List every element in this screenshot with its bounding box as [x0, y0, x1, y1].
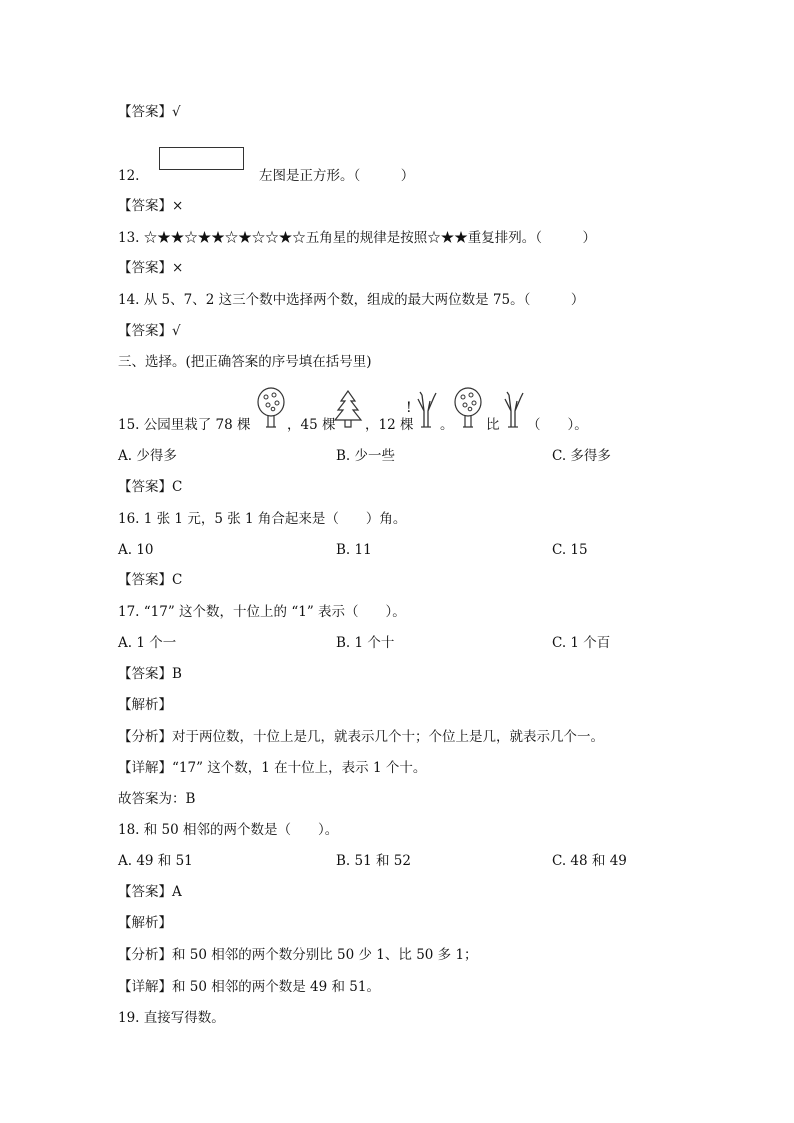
- q17-option-b: B. 1 个十: [336, 635, 395, 651]
- answer-label: 【答案】: [118, 260, 172, 276]
- answer-value: B: [172, 666, 182, 682]
- q17-conclusion: 故答案为：B: [118, 791, 196, 807]
- answer-label: 【答案】: [118, 323, 172, 339]
- answer-value: C: [172, 572, 183, 588]
- q14-text: 14. 从 5、7、2 这三个数中选择两个数，组成的最大两位数是 75。（ ）: [118, 292, 585, 308]
- answer-label: 【答案】: [118, 666, 172, 682]
- rectangle-figure: [159, 147, 244, 170]
- q15-part2: ，45 棵: [287, 417, 336, 433]
- q16-option-b: B. 11: [336, 542, 372, 558]
- q17-detail: 【详解】“17” 这个数，1 在十位上，表示 1 个十。: [118, 760, 427, 776]
- answer-label: 【答案】: [118, 479, 172, 495]
- q18-text: 18. 和 50 相邻的两个数是（ ）。: [118, 822, 339, 838]
- answer-label: 【答案】: [118, 104, 172, 120]
- q15-part6: （ ）。: [527, 417, 588, 433]
- answer-label: 【答案】: [118, 572, 172, 588]
- q15-part3: ，12 棵: [365, 417, 414, 433]
- q16-answer: [118, 570, 182, 590]
- q17-text: 17. “17” 这个数，十位上的 “1” 表示（ ）。: [118, 604, 406, 620]
- q12-answer: [118, 196, 183, 216]
- q18-option-a: A. 49 和 51: [118, 853, 193, 869]
- answer-value: √: [172, 104, 181, 120]
- q15-answer: [118, 477, 182, 497]
- answer-value: C: [172, 479, 183, 495]
- q18-analysis-title: 【解析】: [118, 915, 172, 931]
- q17-analysis: 【分析】对于两位数，十位上是几，就表示几个十；个位上是几，就表示几个一。: [118, 729, 604, 745]
- q13-text: 13. ☆★★☆★★☆★☆☆★☆五角星的规律是按照☆★★重复排列。（ ）: [118, 230, 597, 246]
- q15-mark: !: [406, 400, 412, 416]
- q15-part5: 比: [486, 417, 500, 433]
- pine-tree-icon: [331, 389, 365, 429]
- q18-option-c: C. 48 和 49: [552, 853, 627, 869]
- q15-option-b: B. 少一些: [336, 448, 396, 464]
- q12-number: 12.: [118, 168, 140, 184]
- apple-tree-icon: [255, 387, 287, 429]
- answer-value: √: [172, 323, 181, 339]
- q19-text: 19. 直接写得数。: [118, 1010, 225, 1026]
- q15-part4: 。: [440, 417, 454, 433]
- section-title: 三、选择。(把正确答案的序号填在括号里): [118, 354, 372, 370]
- q17-analysis-title: 【解析】: [118, 697, 172, 713]
- q15-option-c: C. 多得多: [552, 448, 611, 464]
- q18-detail: 【详解】和 50 相邻的两个数是 49 和 51。: [118, 979, 380, 995]
- q13-answer: [118, 258, 183, 278]
- answer-label: 【答案】: [118, 884, 172, 900]
- q14-answer: [118, 321, 181, 341]
- q17-option-a: A. 1 个一: [118, 635, 177, 651]
- q15-part1: 15. 公园里栽了 78 棵: [118, 417, 251, 433]
- q16-option-a: A. 10: [118, 542, 154, 558]
- answer-label: 【答案】: [118, 198, 172, 214]
- answer-value: A: [172, 884, 182, 900]
- q15-option-a: A. 少得多: [118, 448, 177, 464]
- q12-text: 左图是正方形。（ ）: [259, 168, 415, 184]
- q18-option-b: B. 51 和 52: [336, 853, 411, 869]
- bare-tree-icon: [413, 391, 439, 429]
- q17-option-c: C. 1 个百: [552, 635, 611, 651]
- bare-tree-icon: [500, 391, 526, 429]
- q17-answer: [118, 664, 182, 684]
- answer-value: ×: [172, 198, 184, 214]
- answer-value: ×: [172, 260, 184, 276]
- q18-analysis: 【分析】和 50 相邻的两个数分别比 50 少 1、比 50 多 1；: [118, 947, 478, 963]
- apple-tree-icon: [452, 387, 484, 429]
- q16-option-c: C. 15: [552, 542, 588, 558]
- q18-answer: [118, 882, 182, 902]
- q11-answer: [118, 102, 181, 122]
- q16-text: 16. 1 张 1 元，5 张 1 角合起来是（ ）角。: [118, 511, 407, 527]
